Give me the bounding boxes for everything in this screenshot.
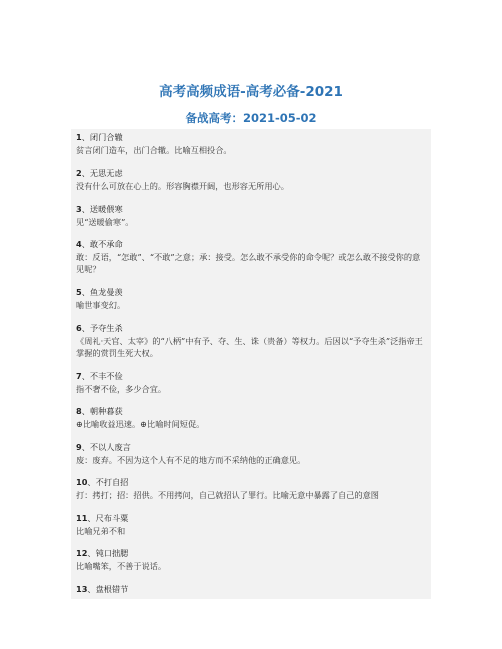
- idiom-definition: 比喻嘴笨，不善于说话。: [76, 561, 167, 571]
- idiom-definition: 比喻兄弟不和: [76, 526, 126, 536]
- idiom-number: 6: [76, 323, 82, 333]
- idiom-term: 、鱼龙曼羡: [81, 287, 123, 297]
- idiom-number: 12: [76, 548, 88, 558]
- idiom-entry: [76, 584, 428, 595]
- idiom-entry: [76, 406, 428, 430]
- idiom-term: 、不以人废言: [81, 442, 131, 452]
- idiom-term: 、闭门合辙: [81, 132, 123, 142]
- idiom-term: 、敢不承命: [81, 239, 123, 249]
- idiom-number: 2: [76, 168, 82, 178]
- idiom-number: 4: [76, 239, 82, 249]
- idiom-entry: [76, 548, 428, 572]
- idiom-entry: [76, 513, 428, 537]
- idiom-term: 、尺布斗粟: [87, 513, 129, 523]
- idiom-entry: [76, 477, 428, 501]
- idiom-entry: [76, 168, 428, 192]
- idiom-number: 8: [76, 406, 82, 416]
- idiom-entry: [76, 204, 428, 228]
- idiom-number: 5: [76, 287, 82, 297]
- idiom-term: 、钝口拙腮: [87, 548, 129, 558]
- idiom-number: 3: [76, 204, 82, 214]
- idiom-definition: 《周礼·天官、太宰》的“八柄”中有予、夺、生、诛（贵备）等权力。后因以“予夺生杀”泛指帝王掌握的赏罚生死大权。: [76, 336, 423, 358]
- idiom-term: 、送暖偎寒: [81, 204, 123, 214]
- idiom-entry: [76, 287, 428, 311]
- idiom-number: 13: [76, 584, 88, 594]
- idiom-definition: 敢：反语，“怎敢”、“不敢”之意；承：接受。怎么敢不承受你的命令呢？或怎么敢不接受你的意见呢？: [76, 252, 421, 274]
- document-subtitle: 备战高考：2021-05-02: [185, 111, 317, 125]
- idiom-definition: 废：废弃。不因为这个人有不足的地方而不采纳他的正确意见。: [76, 455, 306, 465]
- idiom-definition: 打：拷打；招：招供。不用拷问，自己就招认了罪行。比喻无意中暴露了自己的意图: [76, 490, 379, 500]
- idiom-number: 7: [76, 371, 82, 381]
- idiom-number: 1: [76, 132, 82, 142]
- idiom-entry: [76, 371, 428, 395]
- idiom-definition: 喻世事变幻。: [76, 300, 126, 310]
- idiom-definition: 贫言闭门造车，出门合辙。比喻互相投合。: [76, 145, 232, 155]
- idiom-entry: [76, 239, 428, 275]
- idiom-entry: [76, 132, 428, 156]
- idiom-number: 9: [76, 442, 82, 452]
- content-panel: [71, 129, 431, 599]
- idiom-term: 、朝种暮获: [81, 406, 123, 416]
- idiom-definition: ⊕比喻收益迅速。⊕比喻时间短促。: [76, 419, 205, 429]
- idiom-term: 、不丰不俭: [81, 371, 123, 381]
- idiom-term: 、盘根错节: [87, 584, 129, 594]
- document-title: 高考高频成语-高考必备-2021: [159, 84, 343, 100]
- idiom-definition: 指不奢不俭，多少合宜。: [76, 384, 167, 394]
- idiom-term: 、予夺生杀: [81, 323, 123, 333]
- idiom-number: 11: [76, 513, 88, 523]
- idiom-entry: [76, 442, 428, 466]
- idiom-number: 10: [76, 477, 88, 487]
- idiom-definition: 见“送暖偷寒”。: [76, 217, 134, 227]
- idiom-term: 、不打自招: [87, 477, 129, 487]
- idiom-definition: 没有什么可放在心上的。形容胸襟开阔，也形容无所用心。: [76, 181, 289, 191]
- idiom-term: 、无思无虑: [81, 168, 123, 178]
- idiom-entry: [76, 323, 428, 359]
